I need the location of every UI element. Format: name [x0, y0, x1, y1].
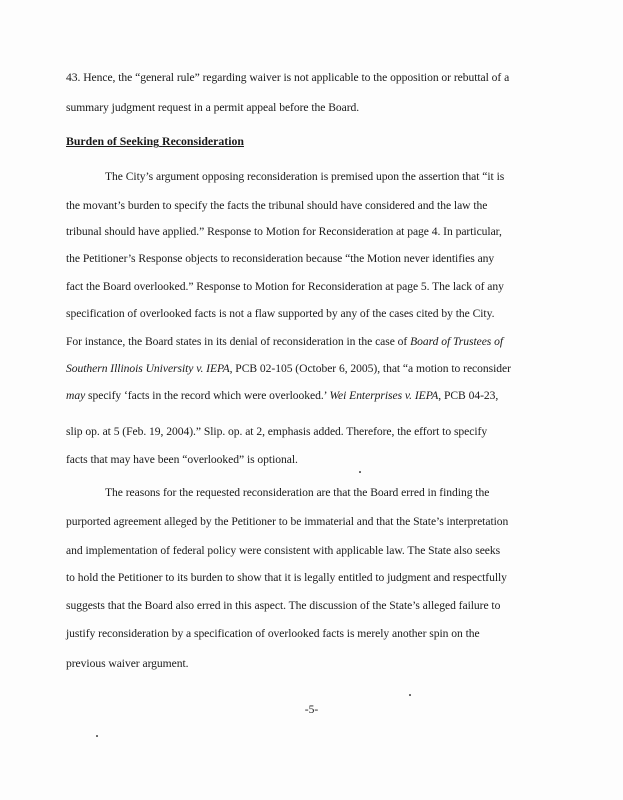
paragraph-2-line-6: specification of overlooked facts is not a flaw supported by any of the cases cited by the City. — [66, 307, 495, 320]
line-9-citation: , PCB 04-23, — [438, 389, 499, 402]
case-name-siu-v-iepa: Southern Illinois University v. IEPA — [66, 362, 230, 375]
line-7-text: For instance, the Board states in its denial of reconsideration in the case of — [66, 335, 411, 348]
paragraph-2-line-8 — [66, 362, 566, 376]
paragraph-2-line-9 — [66, 389, 566, 403]
scan-speck — [96, 735, 98, 737]
line-9-text: specify ‘facts in the record which were overlooked.’ — [85, 389, 330, 402]
section-heading-underlined: Burden of Seeking — [66, 134, 160, 148]
paragraph-3-line-3: and implementation of federal policy were consistent with applicable law. The State also seeks — [66, 544, 501, 557]
paragraph-2-line-4: the Petitioner’s Response objects to reconsideration because “the Motion never identifies any — [66, 252, 495, 265]
paragraph-3-line-4: to hold the Petitioner to its burden to show that it is legally entitled to judgment and respectfully — [66, 571, 507, 584]
scan-speck — [409, 694, 411, 696]
section-heading-plain: Reconsideration — [162, 134, 244, 148]
paragraph-2-line-11: facts that may have been “overlooked” is optional. — [66, 453, 298, 466]
scan-speck — [359, 471, 361, 473]
paragraph-2-line-7 — [66, 335, 566, 349]
line-8-text: , PCB 02-105 (October 6, 2005), that “a motion to reconsider — [229, 362, 511, 375]
emphasis-may: may — [66, 389, 86, 402]
paragraph-2-line-10: slip op. at 5 (Feb. 19, 2004).” Slip. op. at 2, emphasis added. Therefore, the effort to specify — [66, 425, 488, 438]
paragraph-2-line-3: tribunal should have applied.” Response to Motion for Reconsideration at page 4. In particular, — [66, 225, 502, 238]
paragraph-2-line-2: the movant’s burden to specify the facts the tribunal should have considered and the law the — [66, 199, 488, 212]
paragraph-1-line-1: 43. Hence, the “general rule” regarding waiver is not applicable to the opposition or rebuttal of a — [66, 71, 510, 84]
case-name-wei-enterprises: Wei Enterprises v. IEPA — [329, 389, 439, 402]
page-number: -5- — [304, 704, 319, 716]
paragraph-3-line-2: purported agreement alleged by the Petitioner to be immaterial and that the State’s interpretation — [66, 515, 509, 528]
paragraph-3-line-6: justify reconsideration by a specification of overlooked facts is merely another spin on the — [66, 627, 480, 640]
paragraph-2-line-5: fact the Board overlooked.” Response to Motion for Reconsideration at page 5. The lack of any — [66, 280, 504, 293]
paragraph-3-line-1: The reasons for the requested reconsideration are that the Board erred in finding the — [105, 486, 490, 499]
case-name-board-of-trustees: Board of Trustees of — [410, 335, 504, 348]
paragraph-3-line-5: suggests that the Board also erred in this aspect. The discussion of the State’s alleged failure to — [66, 599, 501, 612]
paragraph-1-line-2: summary judgment request in a permit appeal before the Board. — [66, 101, 360, 114]
paragraph-3-line-7: previous waiver argument. — [66, 657, 189, 670]
paragraph-2-line-1: The City’s argument opposing reconsideration is premised upon the assertion that “it is — [105, 170, 505, 183]
section-heading — [66, 134, 244, 149]
